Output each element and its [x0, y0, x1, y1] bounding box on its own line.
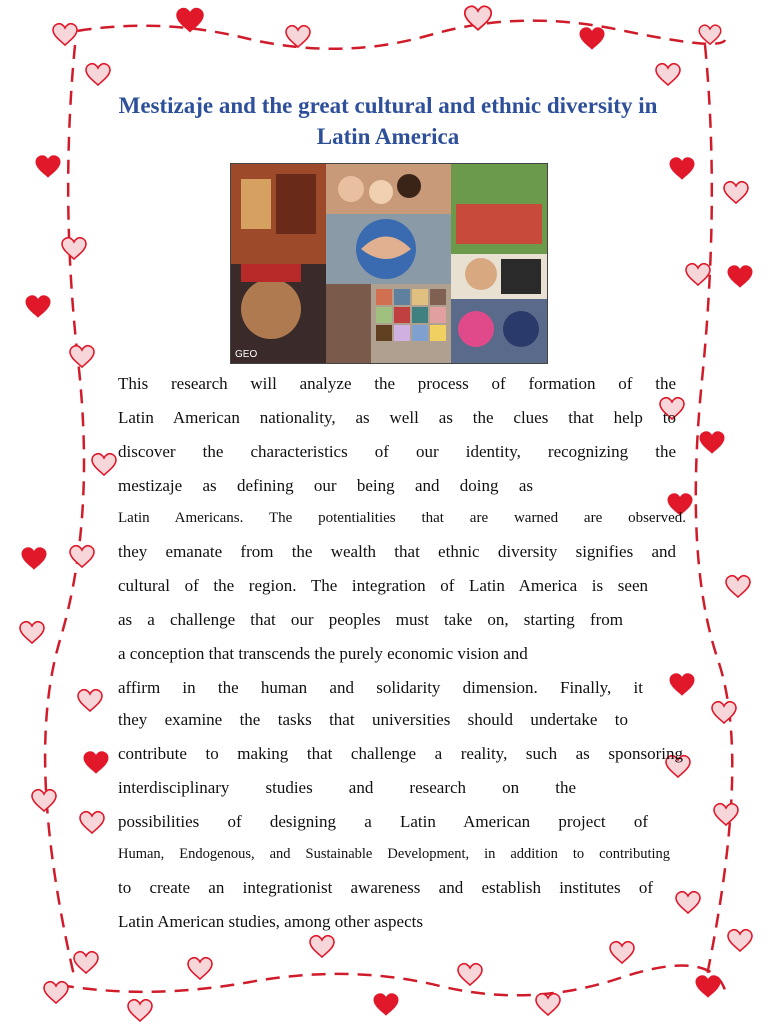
collage-caption: GEO — [235, 349, 258, 360]
body-line: Latin Americans. The potentialities that are warned are observed. — [118, 510, 686, 526]
heart-icon — [70, 546, 94, 567]
heart-icon — [32, 790, 56, 811]
heart-icon — [696, 976, 720, 997]
body-line: a conception that transcends the purely economic vision and — [118, 644, 528, 663]
heart-icon — [20, 622, 44, 643]
heart-icon — [310, 936, 334, 957]
body-line: they emanate from the wealth that ethnic diversity signifies and — [118, 542, 676, 561]
body-line: contribute to making that challenge a reality, such as sponsoring — [118, 744, 683, 763]
bottom-border-line — [60, 966, 725, 996]
body-line: cultural of the region. The integration of Latin America is seen — [118, 576, 648, 595]
heart-icon — [78, 690, 102, 711]
heart-icon — [700, 432, 724, 453]
heart-icon — [580, 28, 604, 49]
heart-icon — [86, 64, 110, 85]
heart-icon — [62, 238, 86, 259]
heart-icon — [536, 994, 560, 1015]
heart-icon — [74, 952, 98, 973]
heart-icon — [374, 994, 398, 1015]
heart-icon — [699, 25, 721, 44]
heart-icon — [610, 942, 634, 963]
heart-icon — [714, 804, 738, 825]
heart-icon — [188, 958, 212, 979]
page-title: Mestizaje and the great cultural and ethnic diversity in Latin America — [118, 93, 658, 149]
heart-icon — [656, 64, 680, 85]
body-line: Latin American studies, among other aspects — [118, 912, 423, 931]
body-line: possibilities of designing a Latin American project of — [118, 812, 648, 831]
heart-icon — [128, 1000, 152, 1021]
heart-icon — [686, 264, 710, 285]
heart-icon — [670, 674, 694, 695]
body-line: This research will analyze the process of formation of the — [118, 374, 676, 393]
heart-icon — [286, 26, 310, 47]
heart-icon — [728, 930, 752, 951]
heart-icon — [458, 964, 482, 985]
heart-icon — [676, 892, 700, 913]
heart-icon — [80, 812, 104, 833]
heart-icon — [726, 576, 750, 597]
body-line: Human, Endogenous, and Sustainable Development, in addition to contributing — [118, 846, 670, 862]
heart-icon — [724, 182, 748, 203]
body-line: Latin American nationality, as well as the clues that help to — [118, 408, 676, 427]
top-border-line — [55, 21, 725, 49]
heart-icon — [22, 548, 46, 569]
body-line: they examine the tasks that universities should undertake to — [118, 710, 628, 729]
left-border-line — [45, 45, 84, 980]
diversity-collage-image — [230, 163, 548, 364]
body-line: interdisciplinary studies and research on the — [118, 778, 576, 797]
heart-icon — [84, 752, 108, 773]
heart-icon — [44, 982, 68, 1003]
heart-icon — [728, 266, 752, 287]
heart-icon — [670, 158, 694, 179]
body-line: affirm in the human and solidarity dimension. Finally, it — [118, 678, 643, 697]
body-line: to create an integrationist awareness and establish institutes of — [118, 878, 653, 897]
heart-icon — [36, 156, 60, 177]
heart-icon — [53, 24, 77, 45]
heart-icon — [712, 702, 736, 723]
body-line: as a challenge that our peoples must take on, starting from — [118, 610, 623, 629]
heart-icon — [92, 454, 116, 475]
heart-icon — [26, 296, 50, 317]
body-line: discover the characteristics of our identity, recognizing the — [118, 442, 676, 461]
heart-icon — [70, 346, 94, 367]
body-line: mestizaje as defining our being and doing as — [118, 476, 533, 495]
